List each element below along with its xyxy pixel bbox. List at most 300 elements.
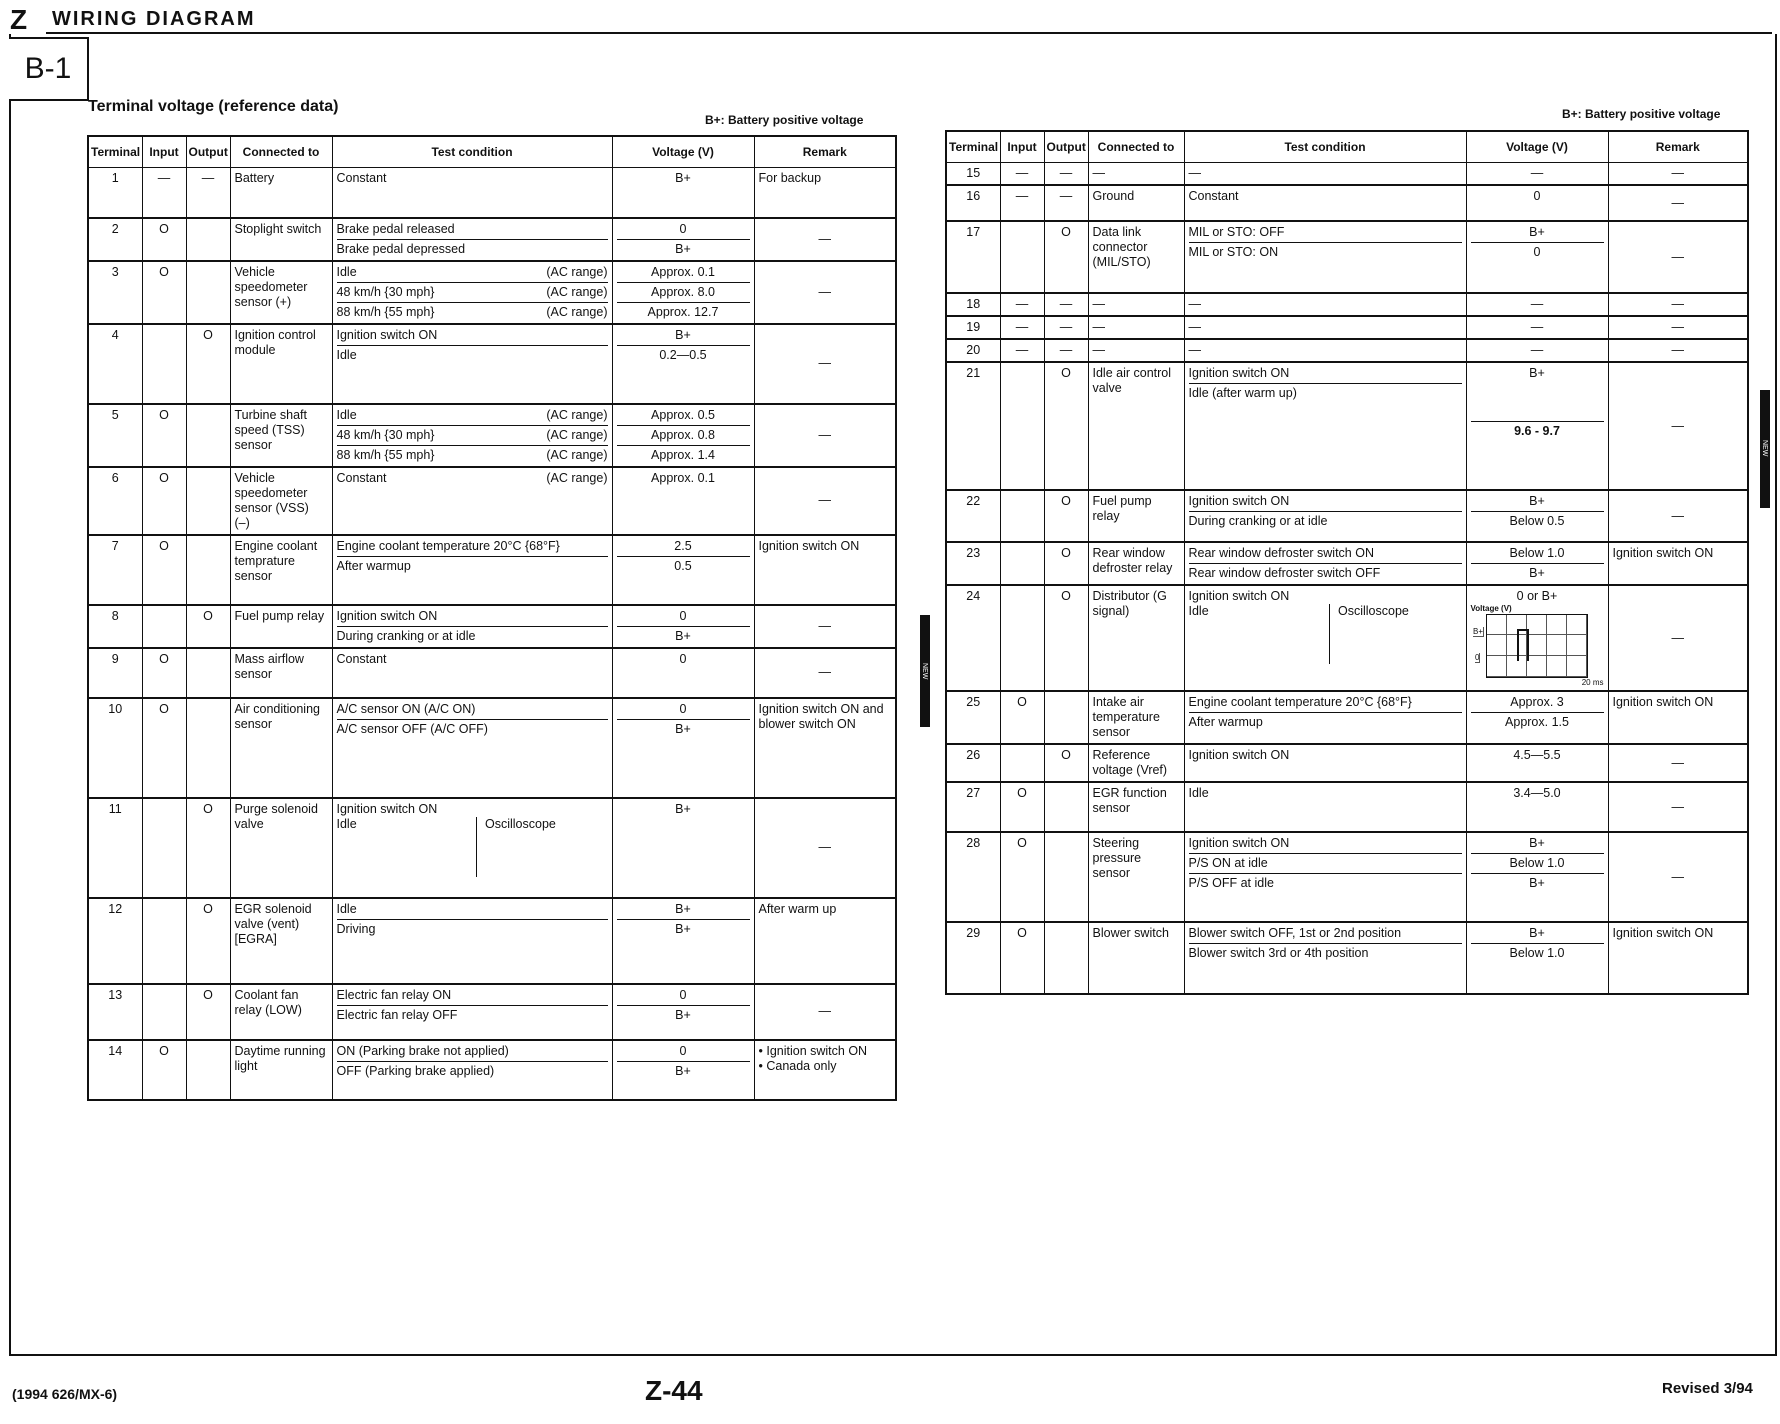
voltage-cell xyxy=(612,1040,754,1100)
test-condition-cell xyxy=(332,605,612,648)
condition-line xyxy=(337,539,608,554)
condition-text: Constant xyxy=(1188,189,1239,203)
test-condition-cell xyxy=(332,984,612,1040)
scope-zero-label: 0 xyxy=(1475,652,1480,662)
voltage-cell xyxy=(1466,490,1608,542)
table-row xyxy=(946,362,1748,490)
terminal-number: 10 xyxy=(88,698,142,798)
test-condition-cell xyxy=(1184,316,1466,339)
connected-to: Data link connector (MIL/STO) xyxy=(1088,221,1184,293)
connected-to: Coolant fan relay (LOW) xyxy=(230,984,332,1040)
terminal-number: 17 xyxy=(946,221,1000,293)
voltage-value: Approx. 0.5 xyxy=(651,407,715,422)
voltage-value: 0 or B+ xyxy=(1516,589,1558,603)
terminal-number: 16 xyxy=(946,185,1000,221)
remark-cell: Ignition switch ON xyxy=(1608,922,1748,994)
condition-line xyxy=(1189,494,1462,509)
condition-line xyxy=(1189,297,1462,312)
terminal-number: 3 xyxy=(88,261,142,324)
col-input: Input xyxy=(142,136,186,168)
output-mark xyxy=(186,1040,230,1100)
voltage-value: 0 xyxy=(1471,242,1604,260)
condition-text: Blower switch OFF, 1st or 2nd position xyxy=(1188,926,1402,941)
voltage-cell xyxy=(1466,362,1608,490)
voltage-value: Approx. 12.7 xyxy=(617,302,750,320)
connected-to: Intake air temperature sensor xyxy=(1088,691,1184,744)
footer-revised: Revised 3/94 xyxy=(1662,1380,1753,1397)
terminal-number: 5 xyxy=(88,404,142,467)
connected-to: Fuel pump relay xyxy=(1088,490,1184,542)
terminal-number: 27 xyxy=(946,782,1000,832)
condition-text: Idle xyxy=(336,347,357,362)
condition-text: — xyxy=(1188,320,1201,334)
remark-cell: — xyxy=(1608,744,1748,782)
condition-line xyxy=(337,328,608,343)
scope-grid xyxy=(1473,614,1588,678)
condition-line xyxy=(1189,343,1462,358)
voltage-value: B+ xyxy=(1471,873,1604,891)
oscilloscope-condition xyxy=(337,817,608,877)
condition-line xyxy=(337,652,608,667)
connected-to: Stoplight switch xyxy=(230,218,332,261)
remark-cell: — xyxy=(1608,316,1748,339)
connected-to: Reference voltage (Vref) xyxy=(1088,744,1184,782)
connected-to: Daytime running light xyxy=(230,1040,332,1100)
output-mark: O xyxy=(186,324,230,404)
condition-text: ON (Parking brake not applied) xyxy=(336,1043,509,1058)
output-mark xyxy=(186,218,230,261)
remark-cell: — xyxy=(1608,185,1748,221)
condition-line xyxy=(337,345,608,363)
footer-model: (1994 626/MX-6) xyxy=(12,1386,118,1402)
remark-cell: — xyxy=(1608,163,1748,186)
voltage-value: B+ xyxy=(675,901,691,916)
output-mark: — xyxy=(1044,185,1088,221)
test-condition-cell xyxy=(1184,221,1466,293)
terminal-number: 24 xyxy=(946,585,1000,691)
input-mark: O xyxy=(142,218,186,261)
table-row xyxy=(88,1040,896,1100)
condition-text: Ignition switch ON xyxy=(1188,748,1290,763)
condition-text: Ignition switch ON xyxy=(336,327,438,342)
voltage-cell xyxy=(1466,185,1608,221)
voltage-value: Approx. 1.5 xyxy=(1471,712,1604,730)
voltage-value: Approx. 0.1 xyxy=(651,264,715,279)
output-mark xyxy=(186,698,230,798)
condition-text: P/S ON at idle xyxy=(1188,856,1268,871)
output-mark xyxy=(186,535,230,605)
voltage-cell xyxy=(1466,922,1608,994)
output-mark: — xyxy=(1044,316,1088,339)
output-mark xyxy=(1044,782,1088,832)
voltage-value: 9.6 - 9.7 xyxy=(1471,421,1604,439)
voltage-value: B+ xyxy=(1471,563,1604,581)
output-mark: O xyxy=(186,898,230,984)
condition-line xyxy=(337,445,608,463)
connected-to: — xyxy=(1088,293,1184,316)
voltage-value: Approx. 0.8 xyxy=(617,425,750,443)
test-condition-cell xyxy=(332,798,612,898)
condition-text: During cranking or at idle xyxy=(336,628,476,643)
condition-line xyxy=(1189,943,1462,961)
condition-line xyxy=(1189,748,1462,763)
voltage-value: 0 xyxy=(679,608,687,623)
voltage-value: B+ xyxy=(1529,494,1545,508)
input-mark: O xyxy=(1000,922,1044,994)
table-row xyxy=(946,293,1748,316)
table-row xyxy=(946,782,1748,832)
test-condition-cell xyxy=(332,218,612,261)
col-output: Output xyxy=(186,136,230,168)
voltage-value: 0 xyxy=(679,701,687,716)
condition-range: (AC range) xyxy=(546,470,608,485)
condition-line xyxy=(1189,166,1462,181)
terminal-number: 13 xyxy=(88,984,142,1040)
voltage-cell xyxy=(612,404,754,467)
terminal-number: 29 xyxy=(946,922,1000,994)
col-condition: Test condition xyxy=(1184,131,1466,163)
condition-line xyxy=(337,1044,608,1059)
condition-text: Idle (after warm up) xyxy=(1188,386,1297,400)
terminal-number: 14 xyxy=(88,1040,142,1100)
voltage-value: B+ xyxy=(617,719,750,737)
condition-text: 48 km/h {30 mph} xyxy=(336,284,435,299)
output-mark: O xyxy=(186,605,230,648)
connected-to: Ground xyxy=(1088,185,1184,221)
voltage-value: Approx. 0.1 xyxy=(651,470,715,485)
remark-cell: • Ignition switch ON • Canada only xyxy=(754,1040,896,1100)
voltage-cell xyxy=(612,605,754,648)
condition-line xyxy=(337,239,608,257)
remark-cell: Ignition switch ON xyxy=(754,535,896,605)
voltage-value: — xyxy=(1530,166,1544,180)
input-mark: O xyxy=(142,467,186,535)
condition-text: Constant xyxy=(336,651,387,666)
table-row xyxy=(946,185,1748,221)
scope-cell xyxy=(1487,635,1507,656)
condition-line xyxy=(337,302,608,320)
col-voltage: Voltage (V) xyxy=(1466,131,1608,163)
table-row xyxy=(88,698,896,798)
voltage-cell xyxy=(1466,221,1608,293)
terminal-number: 20 xyxy=(946,339,1000,362)
new-tab-marker xyxy=(920,615,930,727)
condition-line xyxy=(1189,836,1462,851)
remark-cell: — xyxy=(1608,782,1748,832)
condition-text: P/S OFF at idle xyxy=(1188,876,1274,891)
voltage-cell xyxy=(612,218,754,261)
terminal-number: 7 xyxy=(88,535,142,605)
condition-range: (AC range) xyxy=(546,447,608,462)
condition-text: Engine coolant temperature 20°C {68°F} xyxy=(1188,695,1412,710)
test-condition-cell xyxy=(1184,922,1466,994)
condition-text: Ignition switch ON xyxy=(336,801,438,816)
table-header-row xyxy=(946,131,1748,163)
remark-cell: Ignition switch ON xyxy=(1608,691,1748,744)
voltage-value: 4.5—5.5 xyxy=(1513,748,1561,763)
condition-line xyxy=(1189,366,1462,381)
voltage-value: Approx. 8.0 xyxy=(617,282,750,300)
test-condition-cell xyxy=(1184,691,1466,744)
terminal-number: 12 xyxy=(88,898,142,984)
input-mark: — xyxy=(1000,293,1044,316)
condition-text: Brake pedal depressed xyxy=(336,241,466,256)
condition-oscilloscope: Oscilloscope xyxy=(485,816,556,831)
input-mark: O xyxy=(1000,832,1044,922)
voltage-cell xyxy=(1466,832,1608,922)
table-row xyxy=(946,832,1748,922)
terminal-number: 25 xyxy=(946,691,1000,744)
condition-text: After warmup xyxy=(1188,715,1263,730)
terminal-number: 26 xyxy=(946,744,1000,782)
condition-text: 48 km/h {30 mph} xyxy=(336,427,435,442)
remark-cell: — xyxy=(754,261,896,324)
voltage-cell xyxy=(612,798,754,898)
condition-line xyxy=(1189,695,1462,710)
remark-cell: Ignition switch ON xyxy=(1608,542,1748,585)
condition-line xyxy=(1189,511,1462,529)
input-mark xyxy=(1000,490,1044,542)
condition-line xyxy=(337,1005,608,1023)
terminal-number: 8 xyxy=(88,605,142,648)
condition-text: Electric fan relay OFF xyxy=(336,1007,458,1022)
voltage-cell xyxy=(1466,542,1608,585)
condition-line xyxy=(337,988,608,1003)
condition-text: During cranking or at idle xyxy=(1188,514,1328,528)
condition-line xyxy=(1189,383,1462,401)
scope-time-label: 20 ms xyxy=(1581,677,1604,687)
scope-cell xyxy=(1567,635,1587,656)
input-mark xyxy=(1000,221,1044,293)
connected-to: Battery xyxy=(230,168,332,218)
input-mark: — xyxy=(142,168,186,218)
condition-line xyxy=(1189,242,1462,260)
output-mark: O xyxy=(1044,542,1088,585)
scope-cell xyxy=(1527,615,1547,636)
col-terminal: Terminal xyxy=(88,136,142,168)
voltage-value: B+ xyxy=(617,626,750,644)
connected-to: Idle air control valve xyxy=(1088,362,1184,490)
output-mark xyxy=(1044,691,1088,744)
output-mark: O xyxy=(186,984,230,1040)
condition-text: Blower switch 3rd or 4th position xyxy=(1188,946,1369,961)
input-mark xyxy=(1000,542,1044,585)
voltage-value: B+ xyxy=(675,327,691,342)
table-row xyxy=(88,605,896,648)
page-subtitle: Terminal voltage (reference data) xyxy=(88,98,339,115)
test-condition-cell xyxy=(332,168,612,218)
input-mark: — xyxy=(1000,339,1044,362)
input-mark: O xyxy=(142,1040,186,1100)
condition-text: MIL or STO: ON xyxy=(1188,245,1279,259)
test-condition-cell xyxy=(1184,163,1466,186)
voltage-value: B+ xyxy=(617,239,750,257)
connected-to: Air conditioning sensor xyxy=(230,698,332,798)
output-mark: O xyxy=(1044,744,1088,782)
scope-cell xyxy=(1547,615,1567,636)
voltage-value: B+ xyxy=(617,1061,750,1079)
voltage-value: 0.5 xyxy=(617,556,750,574)
remark-cell: — xyxy=(1608,293,1748,316)
test-condition-cell xyxy=(332,648,612,698)
voltage-value: 0 xyxy=(679,987,687,1002)
voltage-cell xyxy=(612,261,754,324)
condition-line xyxy=(1189,853,1462,871)
voltage-cell xyxy=(612,648,754,698)
connected-to: Fuel pump relay xyxy=(230,605,332,648)
voltage-value: B+ xyxy=(1529,366,1545,380)
condition-text: Rear window defroster switch ON xyxy=(1188,546,1374,560)
connected-to: — xyxy=(1088,316,1184,339)
new-tab-label: NEW xyxy=(921,663,928,680)
terminal-number: 22 xyxy=(946,490,1000,542)
bplus-note-left: B+: Battery positive voltage xyxy=(705,113,864,127)
condition-line xyxy=(1189,563,1462,581)
test-condition-cell xyxy=(332,1040,612,1100)
connected-to: EGR function sensor xyxy=(1088,782,1184,832)
condition-line xyxy=(337,265,608,280)
input-mark: O xyxy=(142,535,186,605)
test-condition-cell xyxy=(332,261,612,324)
output-mark: O xyxy=(186,798,230,898)
voltage-value: B+ xyxy=(675,801,691,816)
input-mark xyxy=(1000,362,1044,490)
voltage-value: Below 0.5 xyxy=(1471,511,1604,529)
table-row xyxy=(946,163,1748,186)
connected-to: Distributor (G signal) xyxy=(1088,585,1184,691)
condition-text: Ignition switch ON xyxy=(1188,836,1290,851)
remark-cell: Ignition switch ON and blower switch ON xyxy=(754,698,896,798)
table-row xyxy=(946,691,1748,744)
voltage-cell xyxy=(612,324,754,404)
input-mark xyxy=(142,605,186,648)
remark-cell: — xyxy=(1608,362,1748,490)
voltage-cell xyxy=(1466,163,1608,186)
remark-cell: — xyxy=(1608,490,1748,542)
table-row xyxy=(946,339,1748,362)
table-row xyxy=(946,922,1748,994)
scope-cell xyxy=(1527,635,1547,656)
table-row xyxy=(88,535,896,605)
scope-cell xyxy=(1567,656,1587,677)
condition-line xyxy=(337,702,608,717)
voltage-cell xyxy=(1466,339,1608,362)
connected-to: Purge solenoid valve xyxy=(230,798,332,898)
condition-text: Rear window defroster switch OFF xyxy=(1188,566,1381,580)
col-input: Input xyxy=(1000,131,1044,163)
scope-cell xyxy=(1487,656,1507,677)
voltage-cell xyxy=(612,168,754,218)
scope-cell xyxy=(1527,656,1547,677)
output-mark xyxy=(1044,832,1088,922)
table-row xyxy=(946,316,1748,339)
condition-text: Ignition switch ON xyxy=(1188,366,1290,380)
input-mark xyxy=(142,324,186,404)
input-mark xyxy=(1000,585,1044,691)
condition-text: OFF (Parking brake applied) xyxy=(336,1063,495,1078)
condition-text: MIL or STO: OFF xyxy=(1188,225,1285,239)
condition-line xyxy=(337,171,608,186)
condition-text: Driving xyxy=(336,921,376,936)
table-row xyxy=(88,324,896,404)
condition-line xyxy=(1189,189,1462,204)
condition-line xyxy=(337,471,608,486)
voltage-cell xyxy=(612,535,754,605)
input-mark: O xyxy=(1000,691,1044,744)
voltage-cell xyxy=(612,698,754,798)
table-row xyxy=(88,984,896,1040)
scope-cell xyxy=(1547,635,1567,656)
condition-oscilloscope: Oscilloscope xyxy=(1338,604,1409,618)
voltage-cell xyxy=(1466,744,1608,782)
col-remark: Remark xyxy=(754,136,896,168)
remark-cell: — xyxy=(754,218,896,261)
table-row xyxy=(88,798,896,898)
voltage-value: — xyxy=(1530,297,1544,311)
scope-cell xyxy=(1487,615,1507,636)
output-mark: — xyxy=(1044,293,1088,316)
condition-text: Idle xyxy=(1188,786,1209,801)
input-mark: — xyxy=(1000,185,1044,221)
condition-line xyxy=(1189,712,1462,730)
condition-text: Idle xyxy=(336,901,357,916)
voltage-value: — xyxy=(1530,343,1544,357)
terminal-number: 6 xyxy=(88,467,142,535)
condition-text: Ignition switch ON xyxy=(1188,494,1290,508)
table-row xyxy=(88,168,896,218)
output-mark xyxy=(1044,922,1088,994)
bplus-note-right: B+: Battery positive voltage xyxy=(1562,107,1721,121)
connected-to: Vehicle speedometer sensor (VSS) (–) xyxy=(230,467,332,535)
terminal-number: 15 xyxy=(946,163,1000,186)
condition-text: — xyxy=(1188,166,1201,180)
test-condition-cell xyxy=(332,898,612,984)
input-mark: O xyxy=(142,261,186,324)
voltage-cell xyxy=(612,984,754,1040)
table-header-row xyxy=(88,136,896,168)
test-condition-cell xyxy=(1184,744,1466,782)
condition-range: (AC range) xyxy=(546,304,608,319)
connected-to: EGR solenoid valve (vent) [EGRA] xyxy=(230,898,332,984)
condition-line xyxy=(1189,320,1462,335)
voltage-value: 2.5 xyxy=(674,538,692,553)
voltage-value: Below 1.0 xyxy=(1471,943,1604,961)
connected-to: Vehicle speedometer sensor (+) xyxy=(230,261,332,324)
test-condition-cell xyxy=(332,324,612,404)
test-condition-cell xyxy=(1184,293,1466,316)
voltage-value: Approx. 3 xyxy=(1510,695,1564,710)
remark-cell: — xyxy=(754,605,896,648)
footer-page-number: Z-44 xyxy=(645,1375,703,1406)
voltage-cell xyxy=(1466,316,1608,339)
header-title: WIRING DIAGRAM xyxy=(52,8,256,30)
voltage-value: B+ xyxy=(617,1005,750,1023)
scope-pulse-line xyxy=(1517,629,1529,661)
voltage-cell xyxy=(612,898,754,984)
scope-axis-label: Voltage (V) xyxy=(1470,604,1512,613)
test-condition-cell xyxy=(1184,542,1466,585)
condition-text: Idle xyxy=(337,817,478,877)
condition-line xyxy=(1189,786,1462,801)
connected-to: Blower switch xyxy=(1088,922,1184,994)
condition-text: Ignition switch ON xyxy=(1188,589,1290,603)
col-remark: Remark xyxy=(1608,131,1748,163)
input-mark: O xyxy=(142,404,186,467)
terminal-number: 19 xyxy=(946,316,1000,339)
remark-cell: After warm up xyxy=(754,898,896,984)
terminal-number: 9 xyxy=(88,648,142,698)
test-condition-cell xyxy=(1184,185,1466,221)
